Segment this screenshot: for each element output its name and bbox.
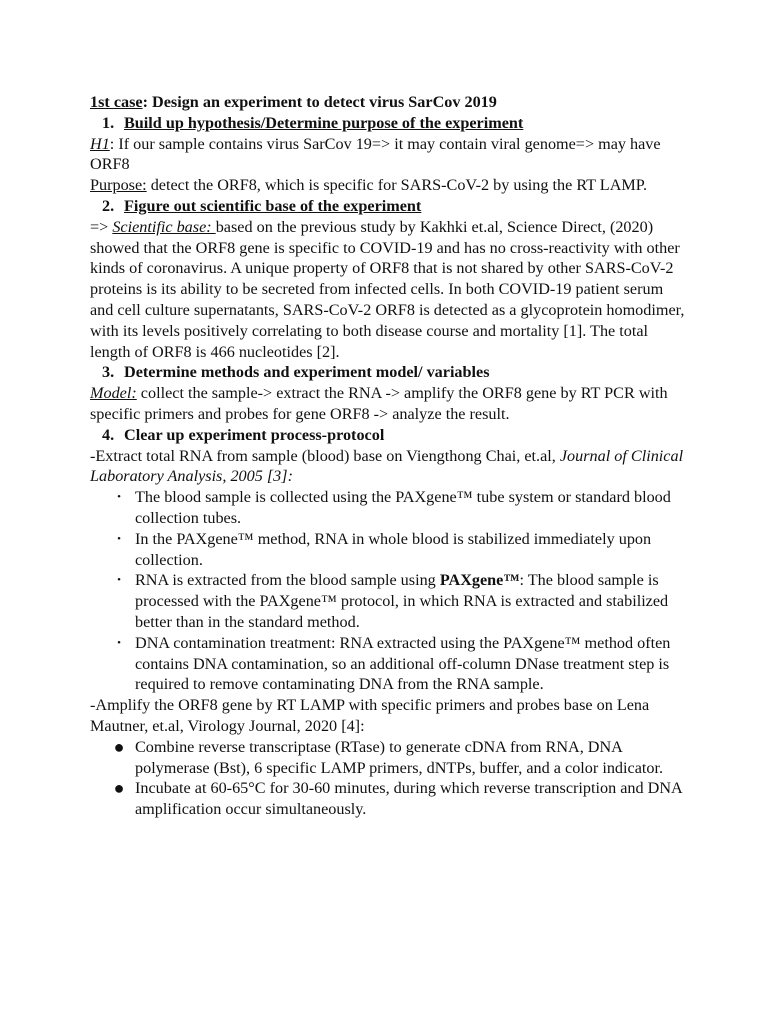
extract-bullet-list xyxy=(90,487,690,695)
list-item-text: Incubate at 60-65°C for 30-60 minutes, during which reverse transcription and DNA amplification occur simultaneously. xyxy=(135,779,682,819)
list-item-text: DNA contamination treatment: RNA extracted using the PAXgene™ method often contains DNA contamination, so an additional off-column DNase treatment step is required to remove contaminating DNA from the RNA sample. xyxy=(135,633,671,694)
bullet-icon: • xyxy=(117,574,121,587)
scientific-base-text: based on the previous study by Kakhki et.al, Science Direct, (2020) showed that the ORF8 gene is specific to COVID-19 and has no cross-reactivity with other kinds of coronavirus. A unique property of ORF8 that is not shared by other SARS-CoV-2 proteins is its ability to be secreted from infected cells. In both COVID-19 patient serum and cell culture supernatants, SARS-CoV-2 ORF8 is detected as a glycoprotein homodimer, with its levels positively correlating to both disease course and mortality [1]. The total length of ORF8 is 466 nucleotides [2]. xyxy=(90,217,685,361)
journal-citation: Journal of Clinical Laboratory Analysis, 2005 [3]: xyxy=(90,446,684,486)
model xyxy=(90,383,690,425)
bullet-icon: • xyxy=(117,491,121,504)
list-item-text: The blood sample is collected using the PAXgene™ tube system or standard blood collection tubes. xyxy=(135,488,671,527)
list-item xyxy=(90,570,690,632)
amplify-intro: -Amplify the ORF8 gene by RT LAMP with specific primers and probes base on Lena Mautner, et.al, Virology Journal, 2020 [4]: xyxy=(90,696,650,735)
list-item xyxy=(90,487,690,529)
paxgene-bold: PAXgene™ xyxy=(439,571,520,590)
section-number: 3. xyxy=(102,363,115,382)
bullet-icon: • xyxy=(117,636,121,649)
scientific-base-prefix: => xyxy=(90,217,113,236)
case-title xyxy=(90,92,690,113)
model-text: collect the sample-> extract the RNA -> amplify the ORF8 gene by RT PCR with specific primers and probes for gene ORF8 -> analyze the result. xyxy=(90,384,668,423)
section-heading-1 xyxy=(90,113,690,134)
scientific-base xyxy=(90,217,690,363)
scientific-base-label: Scientific base: xyxy=(112,217,216,236)
case-title-label: 1st case xyxy=(90,93,143,111)
list-item xyxy=(90,633,690,695)
model-label: Model: xyxy=(90,384,137,403)
section-heading-4 xyxy=(90,425,690,446)
purpose xyxy=(90,175,690,196)
extract-intro-text: -Extract total RNA from sample (blood) base on Viengthong Chai, et.al, xyxy=(90,446,560,465)
hypothesis-text: : If our sample contains virus SarCov 19=> it may contain viral genome=> may have ORF8 xyxy=(90,134,661,174)
section-title: Build up hypothesis/Determine purpose of the experiment xyxy=(124,113,524,132)
hypothesis xyxy=(90,134,690,176)
list-item-text: Combine reverse transcriptase (RTase) to generate cDNA from RNA, DNA polymerase (Bst), 6 specific LAMP primers, dNTPs, buffer, and a color indicator. xyxy=(135,737,664,777)
list-item-text-end: : The blood sample is processed with the PAXgene™ protocol, in which RNA is extracted and stabilized better than in the standard method. xyxy=(135,571,669,631)
list-item-text: In the PAXgene™ method, RNA in whole blood is stabilized immediately upon collection. xyxy=(135,529,652,569)
section-number: 4. xyxy=(102,425,115,444)
purpose-text: detect the ORF8, which is specific for SARS-CoV-2 by using the RT LAMP. xyxy=(146,176,648,195)
section-title: Figure out scientific base of the experiment xyxy=(124,196,422,215)
bullet-icon: ● xyxy=(113,778,125,799)
section-heading-2 xyxy=(90,196,690,217)
extract-intro xyxy=(90,446,690,488)
list-item-text xyxy=(135,571,668,631)
list-item xyxy=(90,737,690,779)
section-title: Clear up experiment process-protocol xyxy=(124,425,385,444)
case-title-rest: : Design an experiment to detect virus SarCov 2019 xyxy=(142,93,497,111)
amplify-bullet-list xyxy=(90,737,690,820)
document-page xyxy=(90,92,690,820)
list-item xyxy=(90,778,690,820)
section-number: 2. xyxy=(102,196,115,215)
bullet-icon: • xyxy=(117,532,121,545)
section-number: 1. xyxy=(102,113,115,132)
list-item-text-start: RNA is extracted from the blood sample using xyxy=(135,571,440,590)
purpose-label: Purpose: xyxy=(90,176,147,195)
bullet-icon: ● xyxy=(113,736,125,757)
hypothesis-label: H1 xyxy=(90,134,110,153)
section-title: Determine methods and experiment model/ variables xyxy=(124,363,490,382)
list-item xyxy=(90,529,690,571)
section-heading-3 xyxy=(90,362,690,383)
